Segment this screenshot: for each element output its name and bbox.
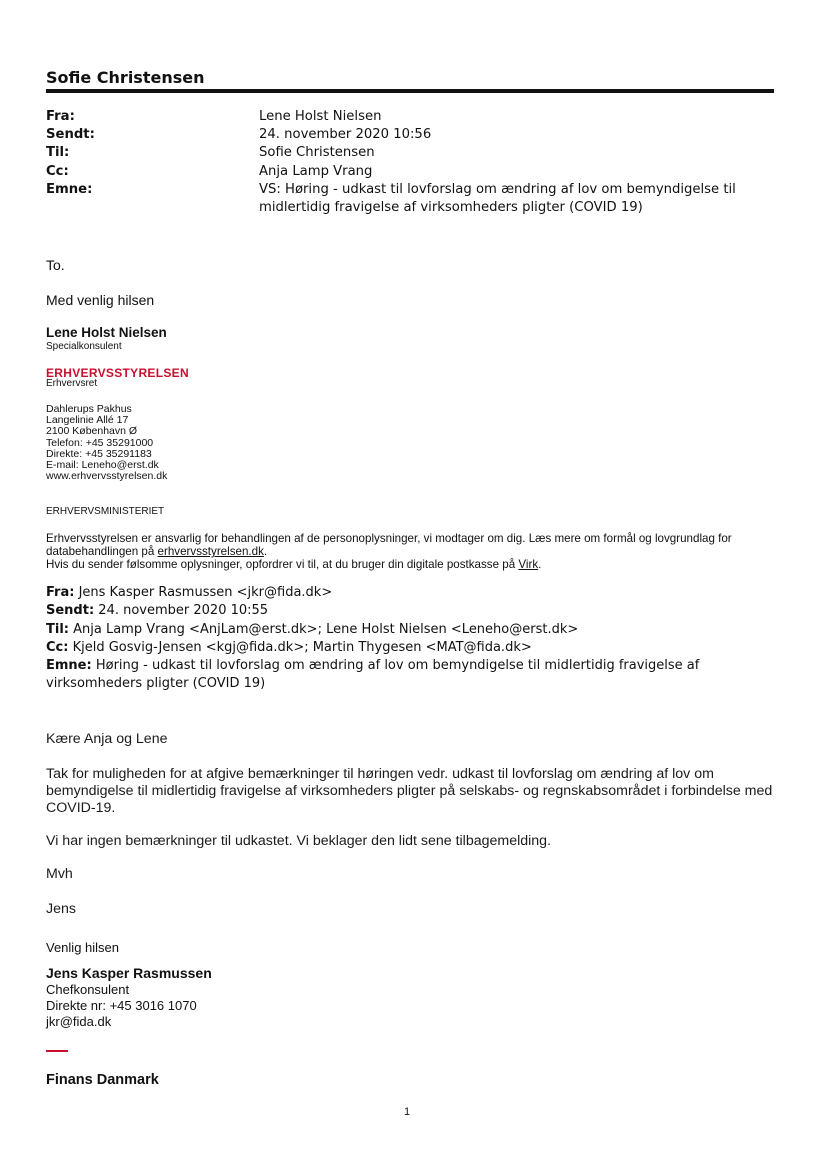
agency-name: ERHVERVSSTYRELSEN — [46, 366, 189, 380]
letter-regards: Venlig hilsen — [46, 940, 119, 955]
letter-paragraph-1: Tak for muligheden for at afgive bemærkninger til høringen vedr. udkast til lovforslag om ændring af lov om bemyndigelse til midlertidig fravigelse af virksomheders pligter på selskabs- og regnskabsområdet i forbindelse med COVID-19. — [46, 766, 773, 817]
fwd-subject-value: Høring - udkast til lovforslag om ændring af lov om bemyndigelse til midlertidig fravigelse af virksomheders pligter (COVID 19) — [46, 658, 700, 692]
header-from-label: Fra: — [46, 109, 75, 124]
fwd-to-row — [46, 621, 786, 639]
agency-address — [46, 404, 167, 482]
header-sent-value: 24. november 2020 10:56 — [259, 127, 432, 143]
header-subject-value: VS: Høring - udkast til lovforslag om ændring af lov om bemyndigelse til midlertidig fravigelse af virksomheders pligter (COVID 19) — [259, 181, 736, 216]
fwd-from-row — [46, 584, 786, 602]
letter-signature-title: Chefkonsulent — [46, 982, 130, 997]
fwd-sent-value: 24. november 2020 10:55 — [98, 603, 269, 619]
company-name: Finans Danmark — [46, 1072, 159, 1088]
header-cc-value: Anja Lamp Vrang — [259, 163, 373, 179]
header-subject-row — [46, 181, 776, 217]
fwd-sent-label: Sendt: — [46, 603, 95, 619]
page-number: 1 — [404, 1106, 411, 1118]
letter-signature-name: Jens Kasper Rasmussen — [46, 965, 212, 981]
letter-signature-email: jkr@fida.dk — [46, 1014, 112, 1029]
header-sent-label: Sendt: — [46, 127, 95, 143]
fwd-to-label: Til: — [46, 621, 69, 637]
letter-signature-phone: Direkte nr: +45 3016 1070 — [46, 998, 197, 1013]
disclaimer-line-2: Hvis du sender følsomme oplysninger, opfordrer vi til, at du bruger din digitale postkasse på Virk. — [46, 558, 542, 572]
virk-link[interactable]: Virk — [518, 558, 539, 572]
header-cc-label: Cc: — [46, 163, 69, 179]
agency-unit: Erhvervsret — [46, 378, 98, 389]
fwd-sent-row — [46, 602, 786, 620]
email-header — [46, 108, 776, 217]
address-line: Dahlerups Pakhus — [46, 403, 132, 415]
privacy-disclaimer — [46, 532, 786, 572]
header-to-row — [46, 144, 776, 162]
address-line: Langelinie Allé 17 — [46, 414, 129, 427]
disclaimer-text: Erhvervsstyrelsen er ansvarlig for behandlingen af de personoplysninger, vi modtager om dig. Læs mere om formål og lovgrundlag for databehandlingen på — [46, 532, 732, 559]
fwd-cc-row — [46, 639, 786, 657]
forwarded-header — [46, 584, 786, 694]
disclaimer-link[interactable]: erhvervsstyrelsen.dk — [157, 545, 264, 559]
letter-salutation: Kære Anja og Lene — [46, 731, 168, 747]
header-to-value: Sofie Christensen — [259, 145, 375, 161]
address-email: E-mail: Leneho@erst.dk — [46, 459, 159, 472]
fwd-subject-row — [46, 657, 786, 694]
fwd-from-value: Jens Kasper Rasmussen <jkr@fida.dk> — [78, 585, 333, 600]
ministry-name: ERHVERVSMINISTERIET — [46, 506, 165, 517]
address-phone: Telefon: +45 35291000 — [46, 436, 154, 449]
header-sent-row — [46, 126, 776, 144]
header-to-label: Til: — [46, 145, 70, 161]
fwd-from-label: Fra: — [46, 585, 75, 600]
reply-signature-title: Specialkonsulent — [46, 341, 122, 352]
header-rule — [46, 89, 774, 93]
letter-sender-first-name: Jens — [46, 901, 76, 917]
disclaimer-line-1: Erhvervsstyrelsen er ansvarlig for behandlingen af de personoplysninger, vi modtager om dig. Læs mere om formål og lovgrundlag for databehandlingen på erhvervsstyrelsen.dk. — [46, 532, 732, 559]
address-direct-phone: Direkte: +45 35291183 — [46, 447, 152, 460]
brand-red-line — [46, 1050, 68, 1052]
address-line: 2100 København Ø — [46, 425, 138, 438]
fwd-subject-label: Emne: — [46, 658, 92, 674]
letter-paragraph-2: Vi har ingen bemærkninger til udkastet. Vi beklager den lidt sene tilbagemelding. — [46, 833, 552, 849]
header-cc-row — [46, 163, 776, 181]
reply-to-line: To. — [46, 257, 65, 273]
header-subject-label: Emne: — [46, 181, 93, 197]
address-website: www.erhvervsstyrelsen.dk — [46, 470, 168, 483]
disclaimer-text-2: Hvis du sender følsomme oplysninger, opfordrer vi til, at du bruger din digitale postkasse på — [46, 558, 519, 572]
mailbox-owner-name: Sofie Christensen — [46, 68, 205, 87]
reply-signature-name: Lene Holst Nielsen — [46, 325, 167, 340]
header-from-row — [46, 108, 776, 126]
fwd-cc-value: Kjeld Gosvig-Jensen <kgj@fida.dk>; Martin Thygesen <MAT@fida.dk> — [72, 639, 532, 655]
letter-closing: Mvh — [46, 866, 73, 882]
fwd-cc-label: Cc: — [46, 639, 69, 655]
header-from-value: Lene Holst Nielsen — [259, 109, 382, 124]
fwd-to-value: Anja Lamp Vrang <AnjLam@erst.dk>; Lene Holst Nielsen <Leneho@erst.dk> — [73, 621, 579, 637]
reply-greeting: Med venlig hilsen — [46, 292, 155, 308]
